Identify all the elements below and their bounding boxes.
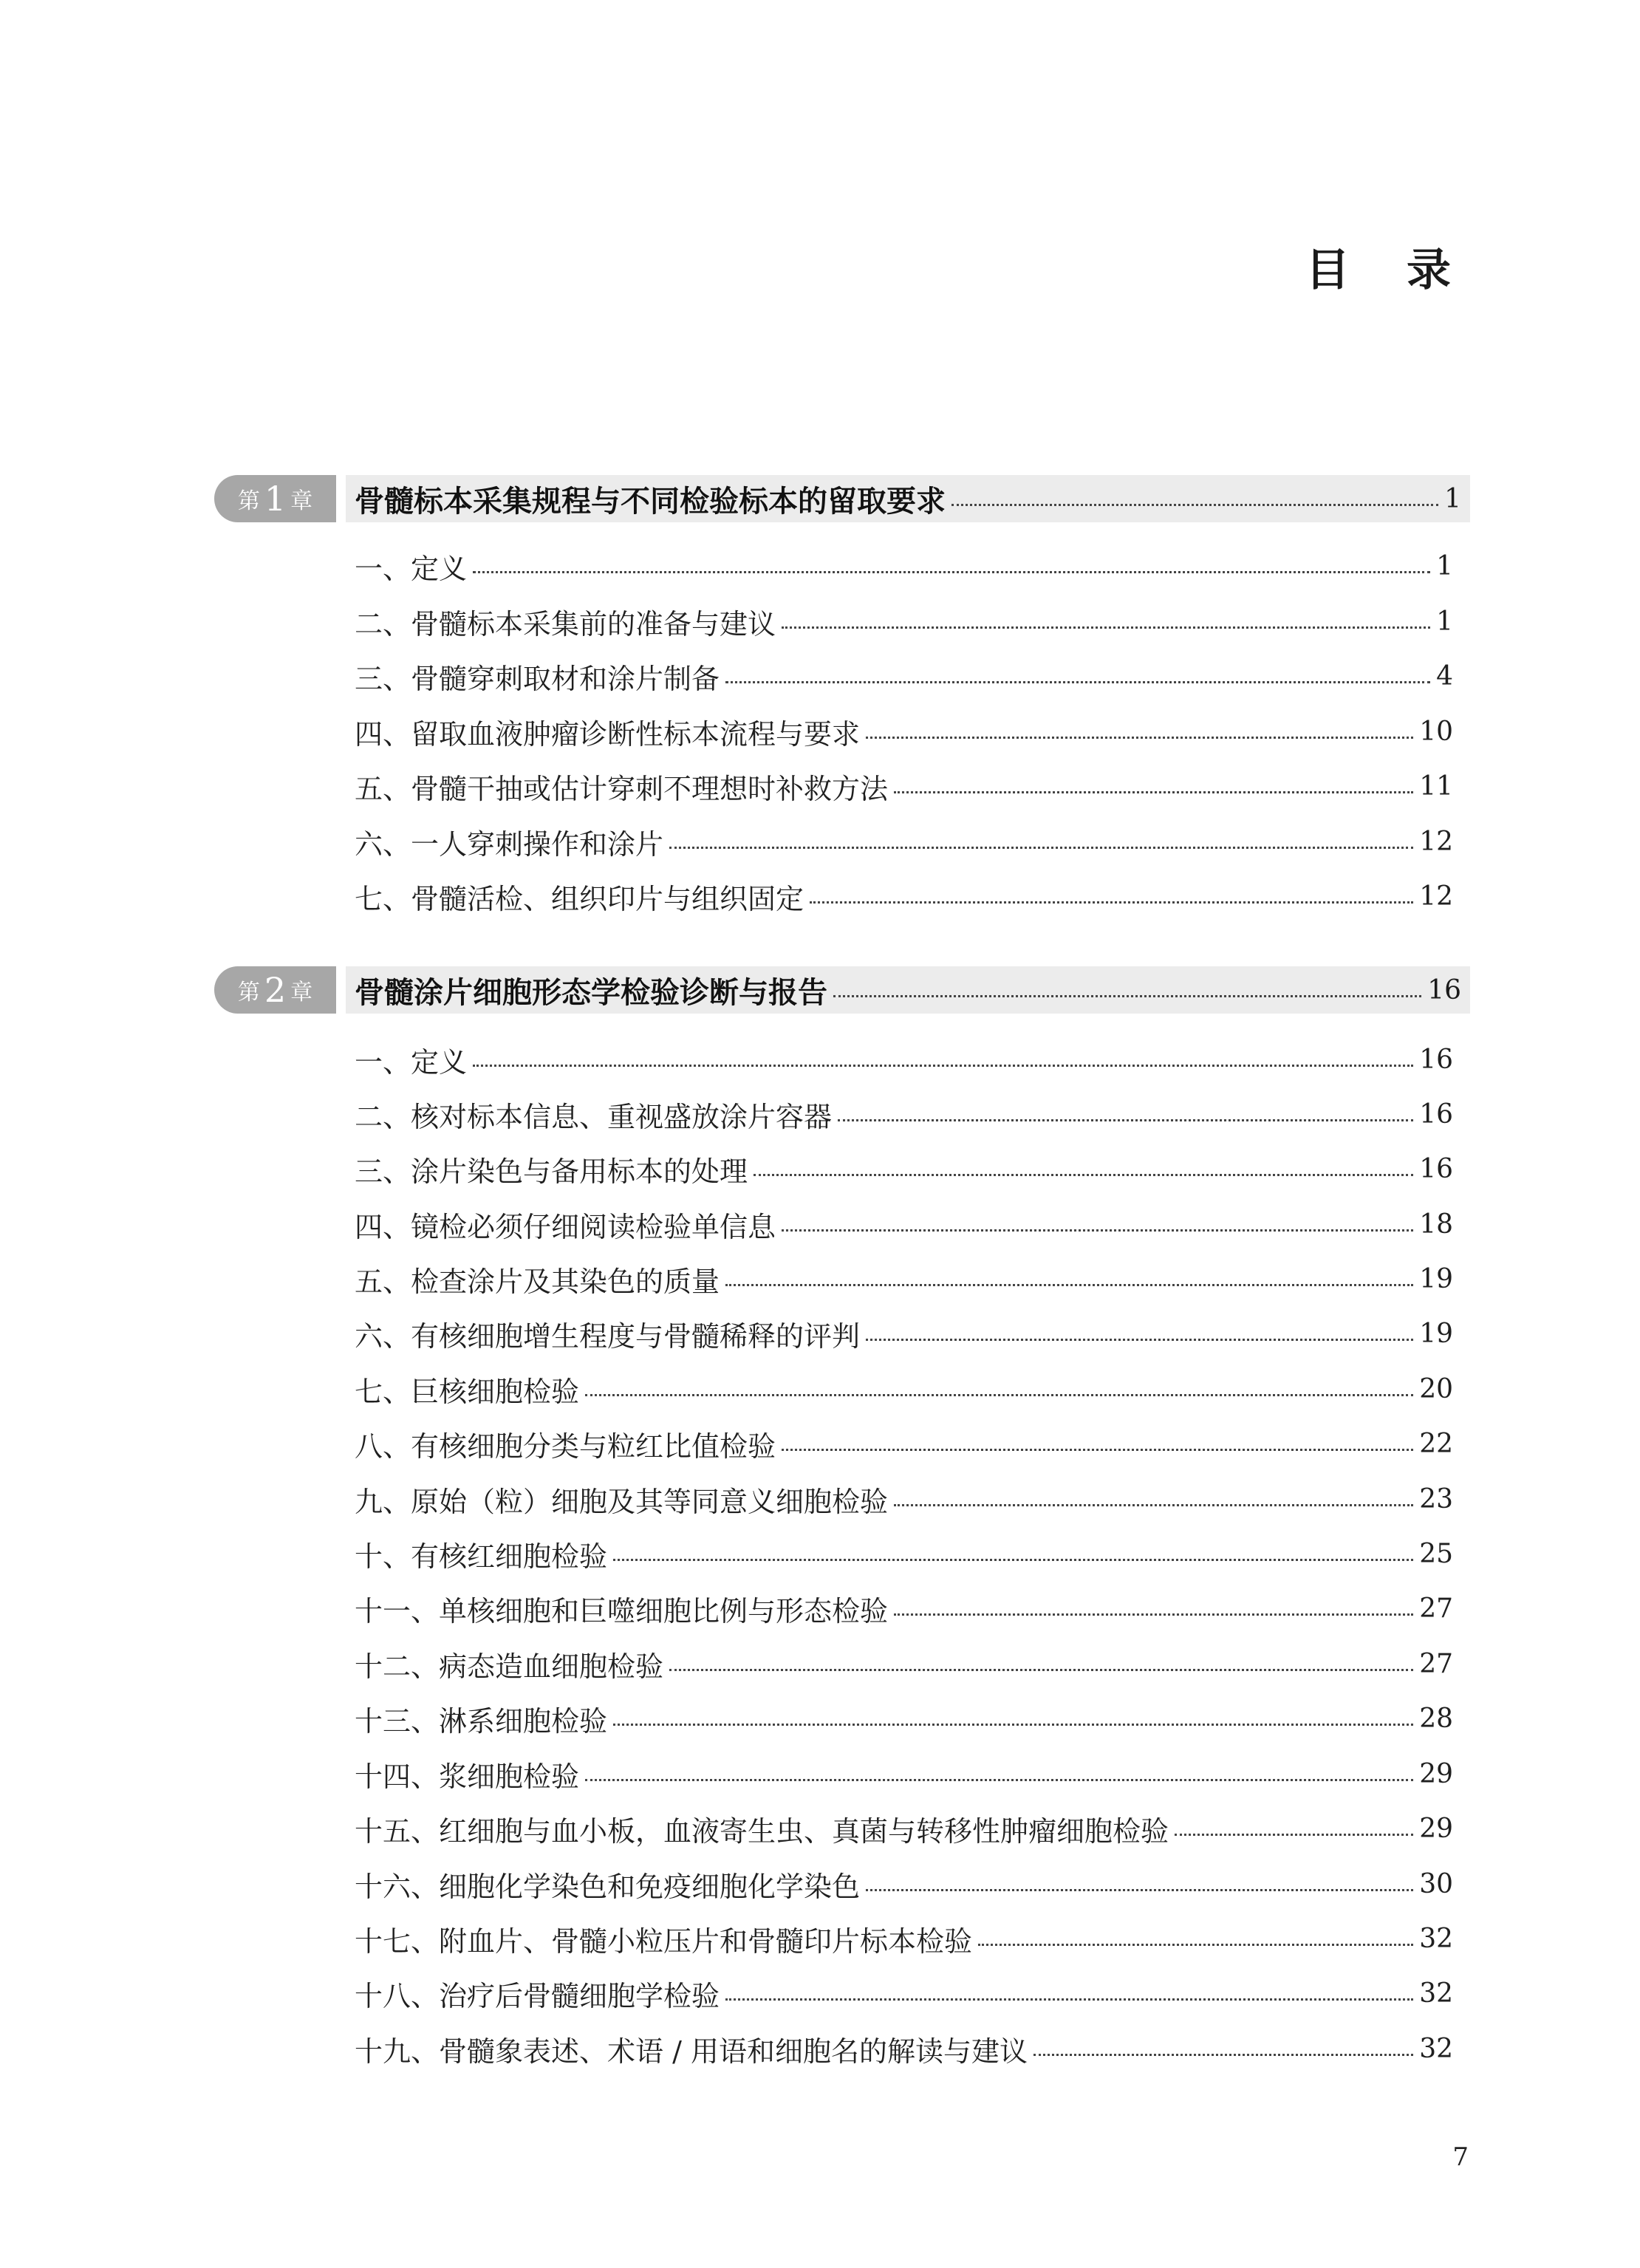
toc-entry[interactable]: [355, 654, 1453, 698]
chapter-prefix: 第: [237, 488, 260, 514]
chapter-title: 骨髓涂片细胞形态学检验诊断与报告: [355, 975, 827, 1010]
dot-leader: [810, 901, 1413, 904]
dot-leader: [866, 737, 1413, 739]
dot-leader: [782, 626, 1430, 629]
dot-leader: [978, 1944, 1413, 1946]
toc-entry[interactable]: [355, 1752, 1453, 1796]
entry-page: 1: [1436, 606, 1453, 637]
entry-label: 八、有核细胞分类与粒红比值检验: [355, 1430, 776, 1463]
dot-leader: [833, 995, 1421, 997]
chapter-badge: [214, 475, 336, 522]
dot-leader: [951, 504, 1438, 506]
toc-entry[interactable]: [355, 1477, 1453, 1521]
toc-entry[interactable]: [355, 1421, 1453, 1466]
dot-leader: [1175, 1834, 1413, 1836]
entry-label: 十七、附血片、骨髓小粒压片和骨髓印片标本检验: [355, 1924, 973, 1958]
entry-label: 一、定义: [355, 552, 468, 585]
chapter-page: 16: [1427, 974, 1461, 1005]
entry-page: 25: [1419, 1538, 1453, 1569]
entry-page: 16: [1419, 1099, 1453, 1130]
toc-entry[interactable]: [355, 1311, 1453, 1356]
dot-leader: [782, 1229, 1413, 1232]
page-number: 7: [1452, 2142, 1469, 2172]
chapter-badge: [214, 966, 336, 1014]
toc-entry[interactable]: [355, 2026, 1453, 2071]
chapter-number: 2: [264, 970, 287, 1010]
dot-leader: [866, 1339, 1413, 1341]
toc-entry[interactable]: [355, 1367, 1453, 1411]
entry-label: 七、巨核细胞检验: [355, 1375, 580, 1408]
dot-leader: [782, 1449, 1413, 1451]
entry-page: 23: [1419, 1483, 1453, 1514]
entry-label: 七、骨髓活检、组织印片与组织固定: [355, 882, 804, 915]
chapter-2-heading[interactable]: [214, 966, 1470, 1014]
toc-entry[interactable]: [355, 1092, 1453, 1136]
chapter-title: 骨髓标本采集规程与不同检验标本的留取要求: [355, 484, 946, 519]
entry-label: 十一、单核细胞和巨噬细胞比例与形态检验: [355, 1594, 889, 1627]
chapter-title-bar: [346, 966, 1470, 1014]
dot-leader: [585, 1779, 1413, 1781]
entry-label: 十三、淋系细胞检验: [355, 1704, 608, 1738]
entry-label: 六、一人穿刺操作和涂片: [355, 827, 664, 861]
dot-leader: [1033, 2054, 1413, 2056]
dot-leader: [838, 1119, 1413, 1121]
toc-entry[interactable]: [355, 1147, 1453, 1191]
entry-page: 32: [1419, 1923, 1453, 1954]
chapter-number: 1: [264, 479, 287, 519]
entry-page: 28: [1419, 1703, 1453, 1734]
dot-leader: [585, 1394, 1413, 1396]
entry-page: 12: [1419, 881, 1453, 912]
chapter-suffix: 章: [290, 488, 313, 514]
page-title: 目 录: [1305, 245, 1472, 296]
chapter-1-heading[interactable]: [214, 475, 1470, 522]
entry-page: 29: [1419, 1813, 1453, 1844]
entry-label: 三、骨髓穿刺取材和涂片制备: [355, 662, 720, 695]
toc-entry[interactable]: [355, 1202, 1453, 1246]
entry-label: 九、原始（粒）细胞及其等同意义细胞检验: [355, 1485, 889, 1518]
dot-leader: [894, 1504, 1413, 1506]
entry-page: 29: [1419, 1758, 1453, 1789]
toc-entry[interactable]: [355, 544, 1453, 588]
entry-label: 三、涂片染色与备用标本的处理: [355, 1155, 748, 1188]
entry-page: 16: [1419, 1153, 1453, 1184]
toc-entry[interactable]: [355, 1642, 1453, 1686]
entry-page: 12: [1419, 826, 1453, 857]
entry-label: 十八、治疗后骨髓细胞学检验: [355, 1979, 720, 2012]
chapter-suffix: 章: [290, 980, 313, 1005]
entry-label: 十五、红细胞与血小板，血液寄生虫、真菌与转移性肿瘤细胞检验: [355, 1814, 1169, 1848]
entry-page: 22: [1419, 1428, 1453, 1459]
dot-leader: [473, 571, 1430, 573]
entry-page: 4: [1436, 660, 1453, 691]
dot-leader: [725, 1284, 1413, 1286]
toc-entry[interactable]: [355, 819, 1453, 864]
toc-entry[interactable]: [355, 1862, 1453, 1906]
entry-label: 五、检查涂片及其染色的质量: [355, 1265, 720, 1298]
dot-leader: [613, 1559, 1413, 1561]
toc-entry[interactable]: [355, 1037, 1453, 1082]
toc-entry[interactable]: [355, 764, 1453, 808]
entry-label: 十四、浆细胞检验: [355, 1760, 580, 1793]
entry-page: 32: [1419, 1978, 1453, 2009]
toc-entry[interactable]: [355, 1531, 1453, 1576]
toc-entry[interactable]: [355, 1971, 1453, 2015]
toc-entry[interactable]: [355, 1916, 1453, 1961]
entry-label: 一、定义: [355, 1045, 468, 1079]
entry-page: 27: [1419, 1593, 1453, 1624]
dot-leader: [894, 791, 1413, 793]
dot-leader: [613, 1724, 1413, 1726]
entry-label: 四、镜检必须仔细阅读检验单信息: [355, 1210, 776, 1243]
entry-page: 32: [1419, 2033, 1453, 2064]
dot-leader: [669, 1669, 1413, 1671]
entry-page: 27: [1419, 1648, 1453, 1679]
toc-entry[interactable]: [355, 1257, 1453, 1301]
entry-label: 六、有核细胞增生程度与骨髓稀释的评判: [355, 1319, 861, 1353]
entry-page: 18: [1419, 1209, 1453, 1240]
entry-page: 10: [1419, 716, 1453, 747]
toc-entry[interactable]: [355, 599, 1453, 643]
chapter-page: 1: [1444, 483, 1461, 514]
chapter-title-bar: [346, 475, 1470, 522]
toc-entry[interactable]: [355, 1806, 1453, 1851]
entry-label: 十六、细胞化学染色和免疫细胞化学染色: [355, 1870, 861, 1903]
toc-entry[interactable]: [355, 874, 1453, 918]
dot-leader: [866, 1889, 1413, 1891]
entry-page: 30: [1419, 1868, 1453, 1899]
entry-page: 19: [1419, 1263, 1453, 1294]
dot-leader: [894, 1613, 1413, 1616]
entry-page: 16: [1419, 1044, 1453, 1075]
entry-page: 11: [1419, 771, 1453, 802]
entry-label: 十九、骨髓象表述、术语 / 用语和细胞名的解读与建议: [355, 2035, 1028, 2068]
toc-entry[interactable]: [355, 1586, 1453, 1630]
entry-label: 五、骨髓干抽或估计穿刺不理想时补救方法: [355, 772, 889, 805]
entry-page: 1: [1436, 550, 1453, 581]
dot-leader: [725, 1998, 1413, 2001]
dot-leader: [725, 681, 1430, 683]
entry-page: 20: [1419, 1373, 1453, 1404]
dot-leader: [473, 1065, 1413, 1067]
entry-label: 二、核对标本信息、重视盛放涂片容器: [355, 1100, 833, 1133]
entry-page: 19: [1419, 1318, 1453, 1349]
entry-label: 四、留取血液肿瘤诊断性标本流程与要求: [355, 717, 861, 751]
toc-entry[interactable]: [355, 1696, 1453, 1741]
dot-leader: [669, 847, 1413, 849]
chapter-prefix: 第: [237, 980, 260, 1005]
toc-entry[interactable]: [355, 709, 1453, 754]
entry-label: 十二、病态造血细胞检验: [355, 1650, 664, 1683]
entry-label: 十、有核红细胞检验: [355, 1540, 608, 1573]
entry-label: 二、骨髓标本采集前的准备与建议: [355, 607, 776, 641]
dot-leader: [754, 1174, 1413, 1176]
